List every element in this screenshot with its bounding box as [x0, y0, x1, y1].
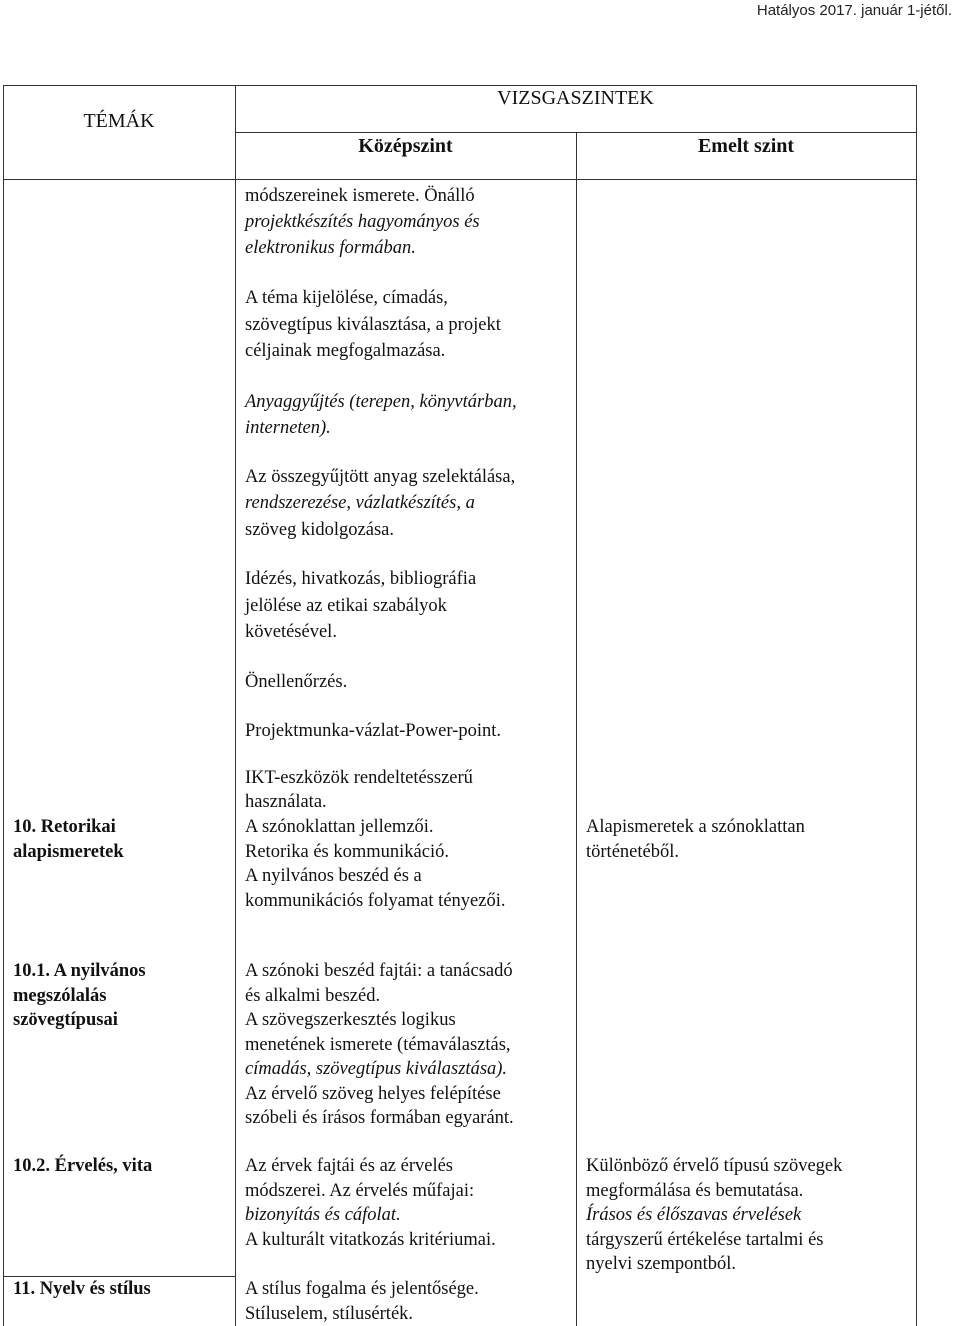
column-divider-topics	[235, 85, 236, 1326]
header-exam-levels: VIZSGASZINTEK	[497, 87, 654, 109]
page-header-note: Hatályos 2017. január 1-jétől.	[756, 2, 952, 19]
intro-line: használata.	[245, 792, 327, 812]
topic-10: 10. Retorikai alapismeretek	[13, 817, 124, 862]
intro-line: céljainak megfogalmazása.	[245, 341, 446, 361]
intro-line: A téma kijelölése, címadás,	[245, 288, 448, 308]
intro-line: Önellenőrzés.	[245, 672, 348, 692]
intro-line: IKT-eszközök rendeltetésszerű	[245, 768, 473, 788]
header-advanced-level: Emelt szint	[697, 135, 795, 157]
advanced-10: Alapismeretek a szónoklattan történetéből.	[586, 817, 805, 862]
intro-line: elektronikus formában.	[245, 238, 416, 258]
header-bottom-border	[3, 179, 916, 180]
intro-line: projektkészítés hagyományos és	[245, 212, 480, 232]
topic-11: 11. Nyelv és stílus	[13, 1279, 151, 1299]
header-topics: TÉMÁK	[83, 110, 155, 132]
mid-10-1: A szónoki beszéd fajtái: a tanácsadó és alkalmi beszéd. A szövegszerkesztés logikus menetének ismerete (témaválasztás, címadás, szövegtípus kiválasztása). Az érvelő szöveg helyes felépítése szóbeli és írásos formában egyaránt.	[245, 961, 514, 1128]
intro-line: Projektmunka-vázlat-Power-point.	[245, 721, 501, 741]
intro-line: Anyaggyűjtés (terepen, könyvtárban,	[245, 392, 517, 412]
table-left-border	[3, 85, 4, 1326]
intro-line: Az összegyűjtött anyag szelektálása,	[245, 467, 516, 487]
topic-10-2: 10.2. Érvelés, vita	[13, 1156, 153, 1176]
intro-line: szöveg kidolgozása.	[245, 520, 394, 540]
intro-line: Idézés, hivatkozás, bibliográfia	[245, 569, 477, 589]
intro-line: rendszerezése, vázlatkészítés, a	[245, 493, 475, 513]
topic-10-1: 10.1. A nyilvános megszólalás szövegtípusai	[13, 961, 146, 1030]
mid-10: A szónoklattan jellemzői. Retorika és kommunikáció. A nyilvános beszéd és a kommunikációs folyamat tényezői.	[245, 817, 506, 911]
column-divider-levels	[576, 132, 577, 1326]
mid-11: A stílus fogalma és jelentősége. Stíluselem, stílusérték.	[245, 1279, 479, 1324]
intro-line: módszereinek ismerete. Önálló	[245, 186, 475, 206]
intro-line: szövegtípus kiválasztása, a projekt	[245, 315, 501, 335]
mid-10-2: Az érvek fajtái és az érvelés módszerei. Az érvelés műfajai: bizonyítás és cáfolat. A kulturált vitatkozás kritériumai.	[245, 1156, 496, 1250]
intro-line: jelölése az etikai szabályok	[245, 596, 447, 616]
header-mid-level: Középszint	[358, 135, 453, 157]
advanced-10-2: Különböző érvelő típusú szövegek megformálása és bemutatása. Írásos és élőszavas érvelések tárgyszerű értékelése tartalmi és nyelvi szempontból.	[586, 1156, 843, 1274]
intro-line: követésével.	[245, 622, 337, 642]
table-right-border	[916, 85, 917, 1326]
intro-line: interneten).	[245, 418, 331, 438]
